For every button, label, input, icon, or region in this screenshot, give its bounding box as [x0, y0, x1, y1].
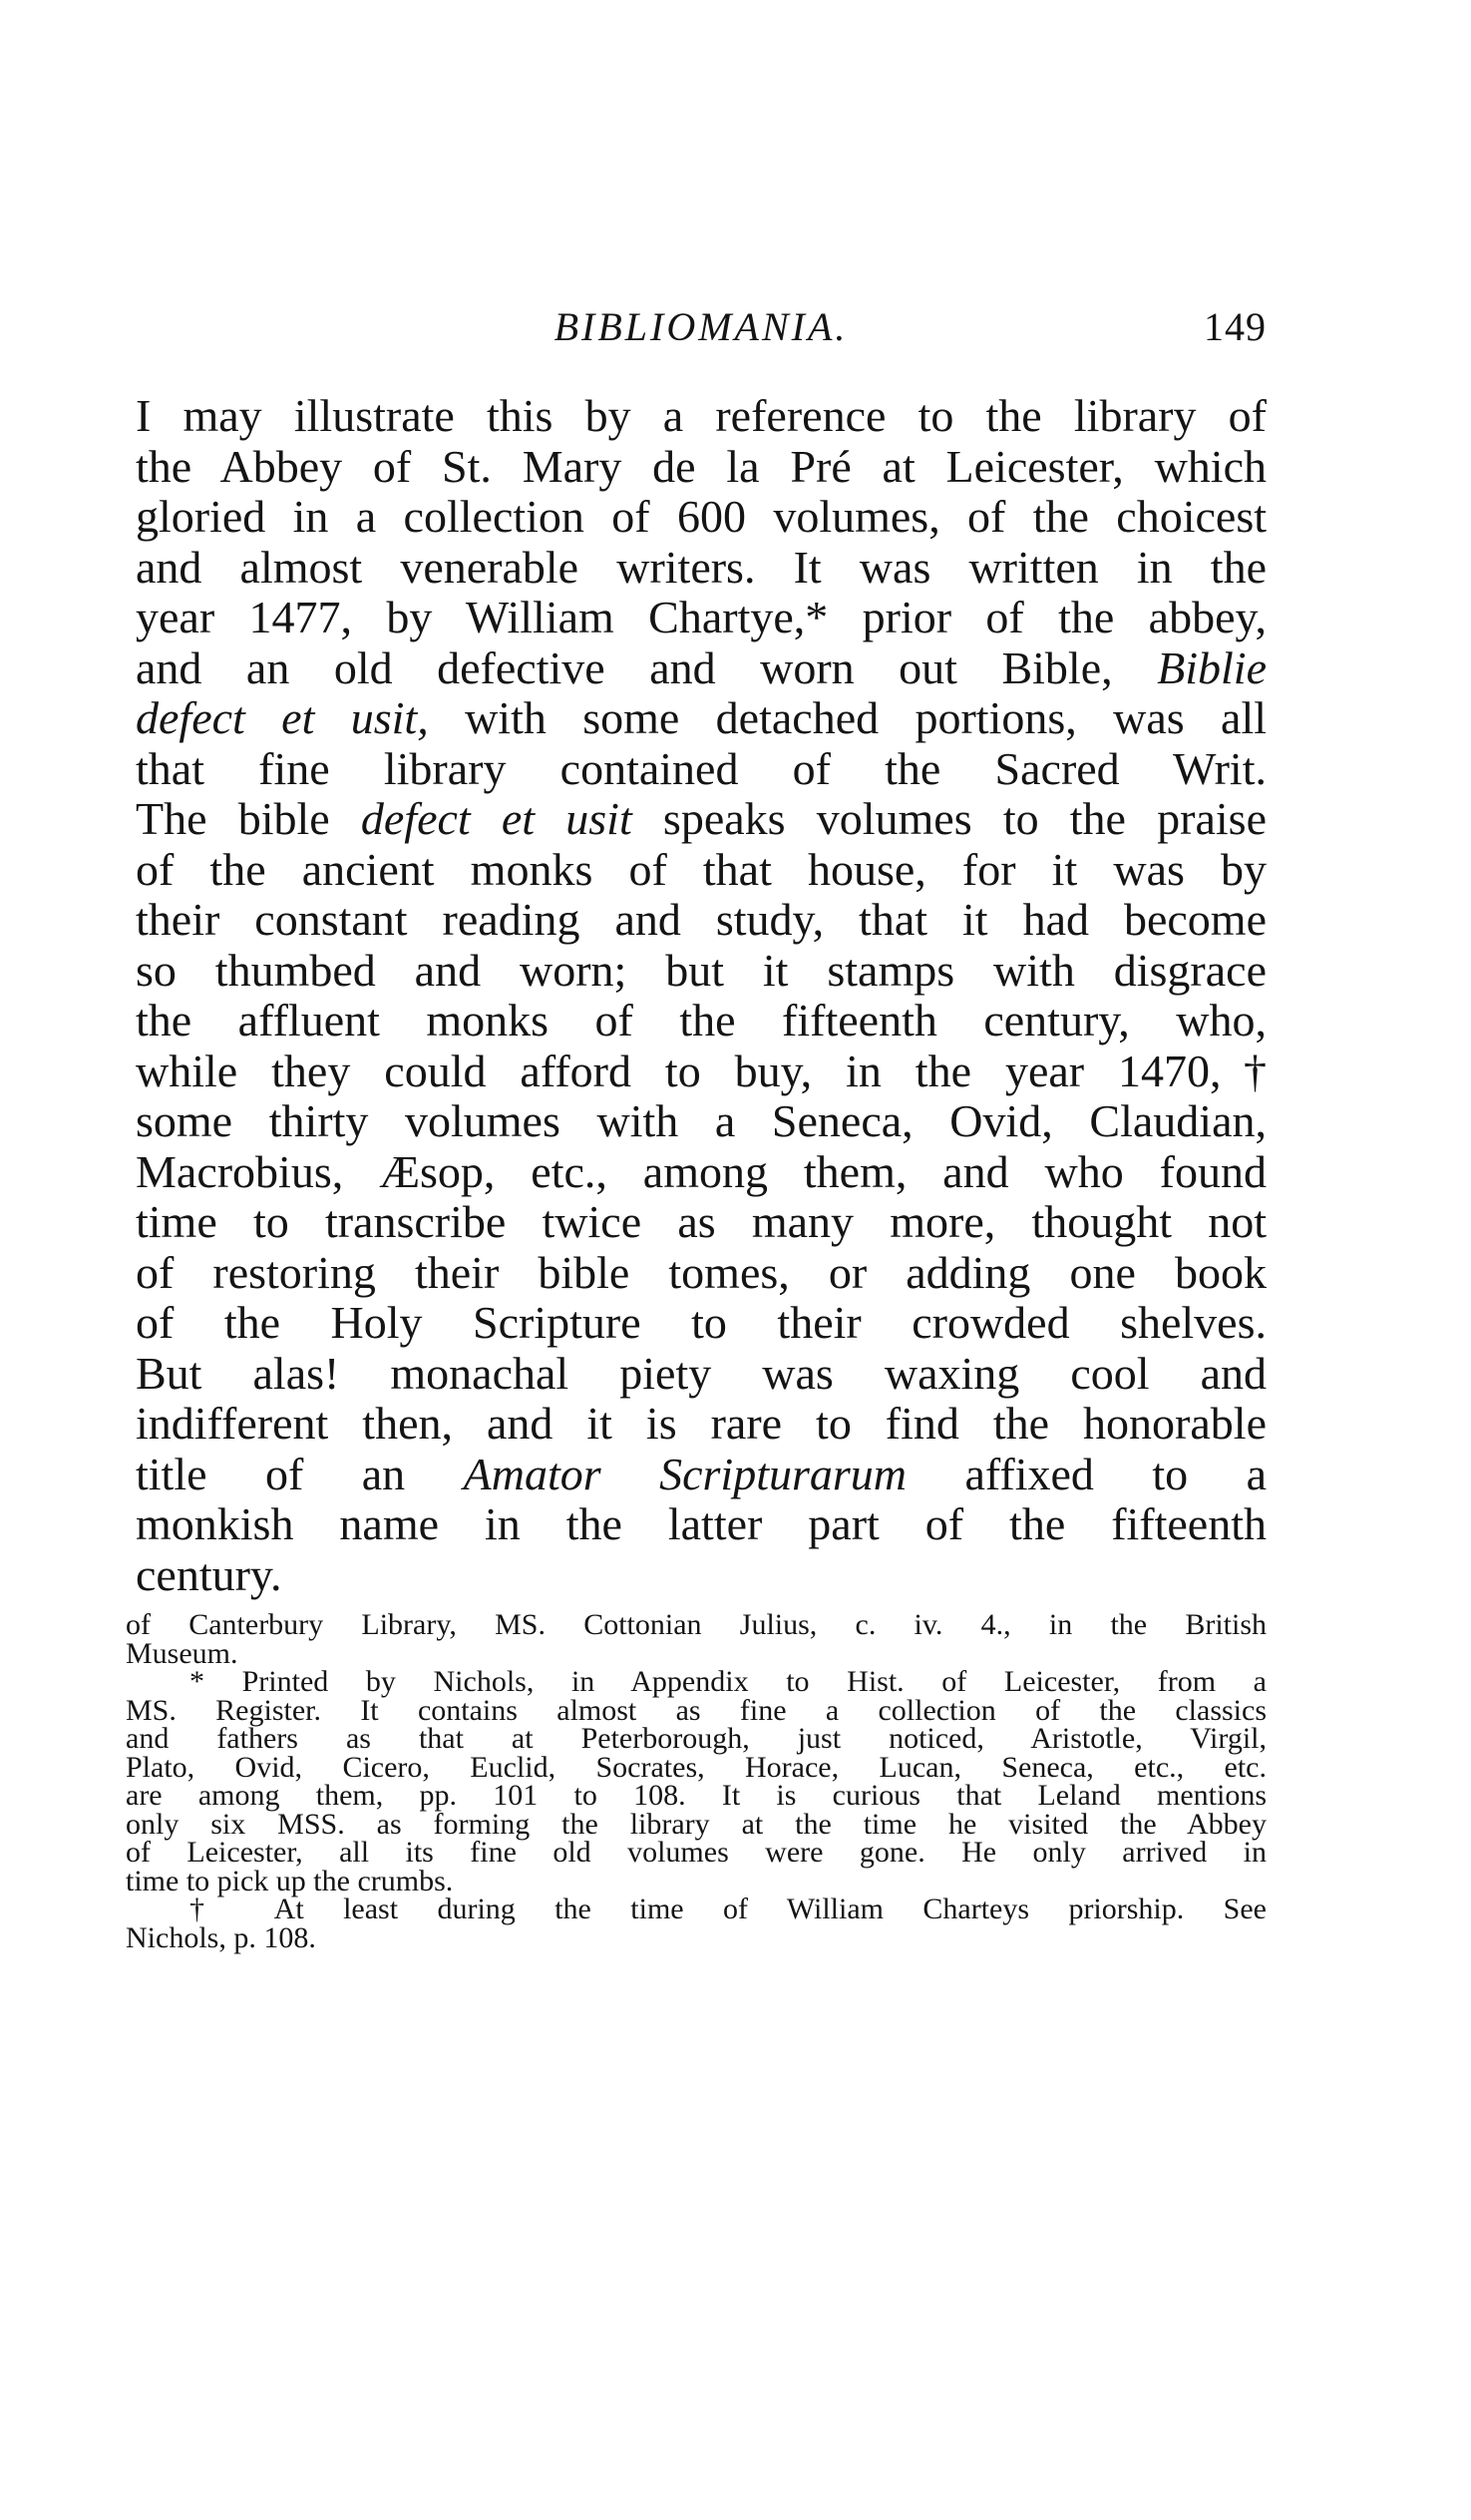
footnote-line: † At least during the time of William Charteys priorship. See [189, 1892, 1267, 1925]
footnote-line: of Leicester, all its fine old volumes were gone. He only arrived in [126, 1836, 1267, 1869]
footnote-line: Museum. [126, 1636, 238, 1670]
body-line: the affluent monks of the fifteenth century, who, [136, 995, 1267, 1046]
body-text-run: The bible [136, 793, 330, 844]
running-head [136, 297, 1267, 357]
body-line: of the Holy Scripture to their crowded shelves. [136, 1297, 1267, 1348]
body-line: so thumbed and worn; but it stamps with disgrace [136, 944, 1267, 996]
footnotes [126, 1608, 1267, 1954]
body-line: and almost venerable writers. It was written in the [136, 541, 1267, 593]
footnote-line: MS. Register. It contains almost as fine a collection of the classics [126, 1693, 1267, 1727]
body-line [136, 693, 1267, 744]
body-line [136, 1450, 1267, 1500]
body-line: gloried in a collection of 600 volumes, of the choicest [136, 491, 1267, 542]
page-number: 149 [1204, 304, 1267, 349]
body-line: I may illustrate this by a reference to the library of [136, 390, 1267, 441]
body-text [136, 391, 1267, 1600]
body-line [136, 794, 1267, 845]
italic-phrase: Biblie [1157, 641, 1267, 693]
italic-phrase: Amator Scripturarum [463, 1448, 908, 1499]
body-line: indifferent then, and it is rare to find the honorable [136, 1398, 1267, 1449]
body-line: that fine library contained of the Sacred Writ. [136, 742, 1267, 794]
body-line: of the ancient monks of that house, for it was by [136, 843, 1267, 895]
running-title: BIBLIOMANIA. [553, 304, 849, 349]
body-line [136, 643, 1267, 694]
footnote-line: of Canterbury Library, MS. Cottonian Julius, c. iv. 4., in the British [126, 1608, 1267, 1641]
footnote-line: Plato, Ovid, Cicero, Euclid, Socrates, Horace, Lucan, Seneca, etc., etc. [126, 1750, 1267, 1784]
body-line: year 1477, by William Chartye,* prior of the abbey, [136, 592, 1267, 642]
body-line: monkish name in the latter part of the fifteenth [136, 1498, 1267, 1549]
body-line: time to transcribe twice as many more, thought not [136, 1196, 1267, 1247]
italic-phrase: defect et usit, [136, 692, 429, 743]
body-line: century. [136, 1548, 282, 1600]
footnote-line: are among them, pp. 101 to 108. It is curious that Leland mentions [126, 1779, 1267, 1812]
body-text-run: and an old defective and worn out Bible, [136, 641, 1113, 693]
body-line: the Abbey of St. Mary de la Pré at Leicester, which [136, 440, 1267, 492]
body-line: of restoring their bible tomes, or adding one book [136, 1246, 1267, 1298]
body-text-run: title of an [136, 1448, 406, 1499]
footnote-line: and fathers as that at Peterborough, just noticed, Aristotle, Virgil, [126, 1722, 1267, 1755]
body-text-run: with some detached portions, was all [465, 692, 1268, 743]
body-line: But alas! monachal piety was waxing cool and [136, 1347, 1267, 1399]
body-text-run: affixed to a [964, 1448, 1268, 1499]
footnote-line: time to pick up the crumbs. [126, 1864, 454, 1897]
footnote-line: * Printed by Nichols, in Appendix to Hist. of Leicester, from a [189, 1665, 1267, 1698]
italic-phrase: defect et usit [360, 793, 632, 844]
body-line: while they could afford to buy, in the year 1470,† [136, 1045, 1267, 1096]
body-line: some thirty volumes with a Seneca, Ovid, Claudian, [136, 1095, 1267, 1146]
body-text-run: speaks volumes to the praise [662, 793, 1267, 844]
footnote-line: only six MSS. as forming the library at the time he visited the Abbey [126, 1807, 1267, 1841]
footnote-line: Nichols, p. 108. [126, 1920, 316, 1954]
body-line: Macrobius, Æsop, etc., among them, and who found [136, 1145, 1267, 1197]
body-line: their constant reading and study, that it had become [136, 894, 1267, 945]
